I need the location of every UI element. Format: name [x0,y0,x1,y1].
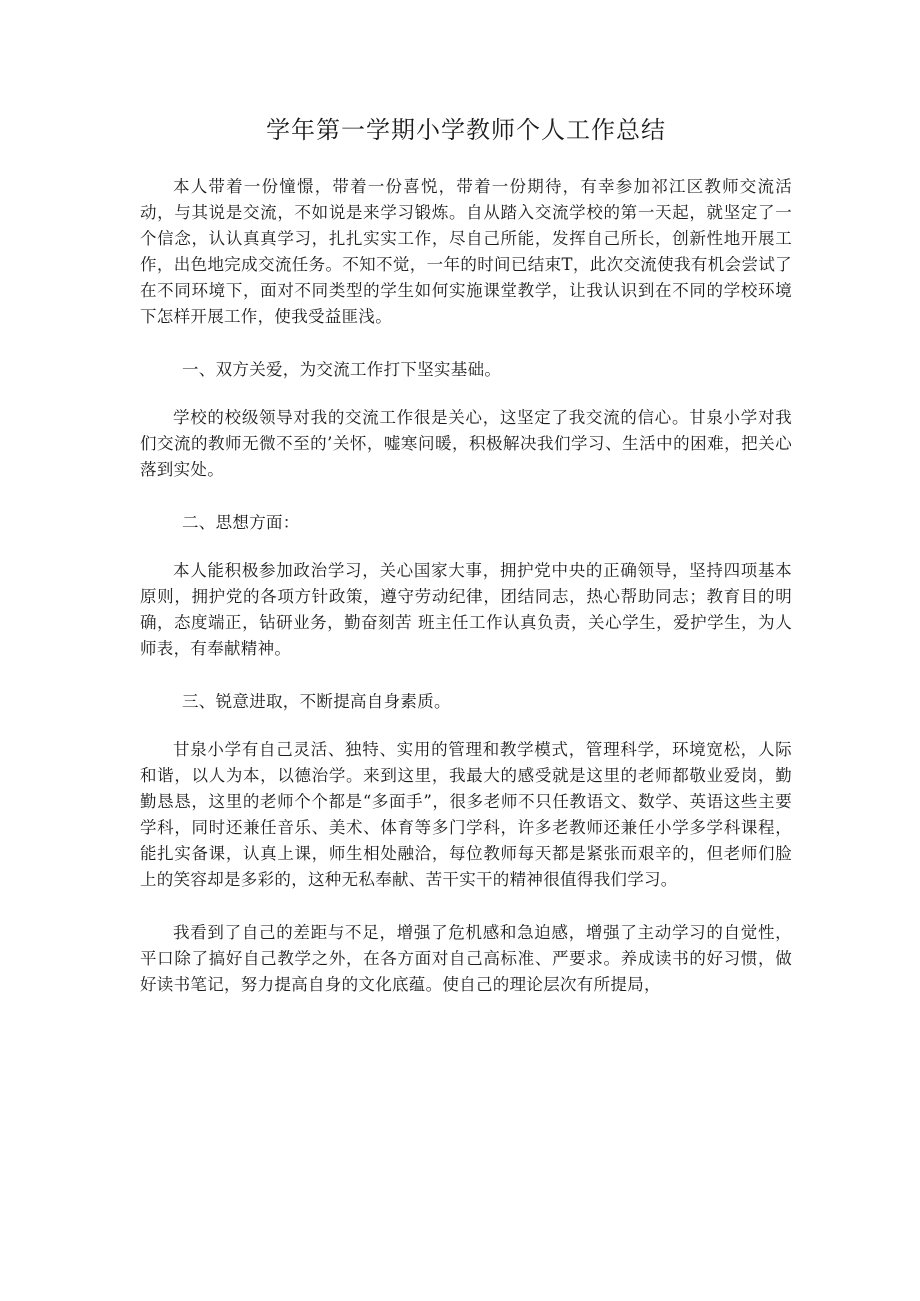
document-title: 学年第一学期小学教师个人工作总结 [266,116,666,144]
section-heading-3: 三、锐意进取，不断提高自身素质。 [182,692,451,711]
paragraph-intro: 本人带着一份憧憬，带着一份喜悦，带着一份期待，有幸参加祁江区教师交流活动，与其说是交流，不如说是来学习锻炼。自从踏入交流学校的第一天起，就坚定了一个信念，认认真真学习，扎扎实实工作，尽自己所能，发挥自己所长，创新性地开展工作，出色地完成交流任务。不知不觉，一年的时间已结束T，此次交流使我有机会尝试了在不同环境下，面对不同类型的学生如何实施课堂教学，让我认识到在不同的学校环境下怎样开展工作，使我受益匪浅。 [140,177,792,326]
paragraph-section-1: 学校的校级领导对我的交流工作很是关心，这坚定了我交流的信心。甘泉小学对我们交流的教师无微不至的’关怀，嘘寒问暖，积极解决我们学习、生活中的困难，把关心落到实处。 [140,408,792,479]
section-heading-2: 二、思想方面： [182,513,300,532]
section-heading-1: 一、双方关爱，为交流工作打下坚实基础。 [182,360,502,379]
paragraph-closing: 我看到了自己的差距与不足，增强了危机感和急迫感，增强了主动学习的自觉性，平口除了搞好自己教学之外，在各方面对自己高标准、严要求。养成读书的好习惯，做好读书笔记，努力提高自身的文化底蕴。使自己的理论层次有所提局， [140,923,792,994]
paragraph-section-2: 本人能积极参加政治学习，关心国家大事，拥护党中央的正确领导，坚持四项基本原则，拥护党的各项方针政策，遵守劳动纪律，团结同志，热心帮助同志；教育目的明确，态度端正，钻研业务，勤奋刻苦 班主任工作认真负责，关心学生，爱护学生，为人师表，有奉献精神。 [140,561,792,658]
paragraph-section-3: 甘泉小学有自己灵活、独特、实用的管理和教学模式，管理科学，环境宽松，人际和谐，以人为本，以德治学。来到这里，我最大的感受就是这里的老师都敬业爱岗，勤勤恳恳，这里的老师个个都是“多面手”，很多老师不只任教语文、数学、英语这些主要学科，同时还兼任音乐、美术、体育等多门学科，许多老教师还兼任小学多学科课程，能扎实备课，认真上课，师生相处融洽，每位教师每天都是紧张而艰辛的，但老师们脸上的笑容却是多彩的，这种无私奉献、苦干实干的精神很值得我们学习。 [140,740,792,889]
